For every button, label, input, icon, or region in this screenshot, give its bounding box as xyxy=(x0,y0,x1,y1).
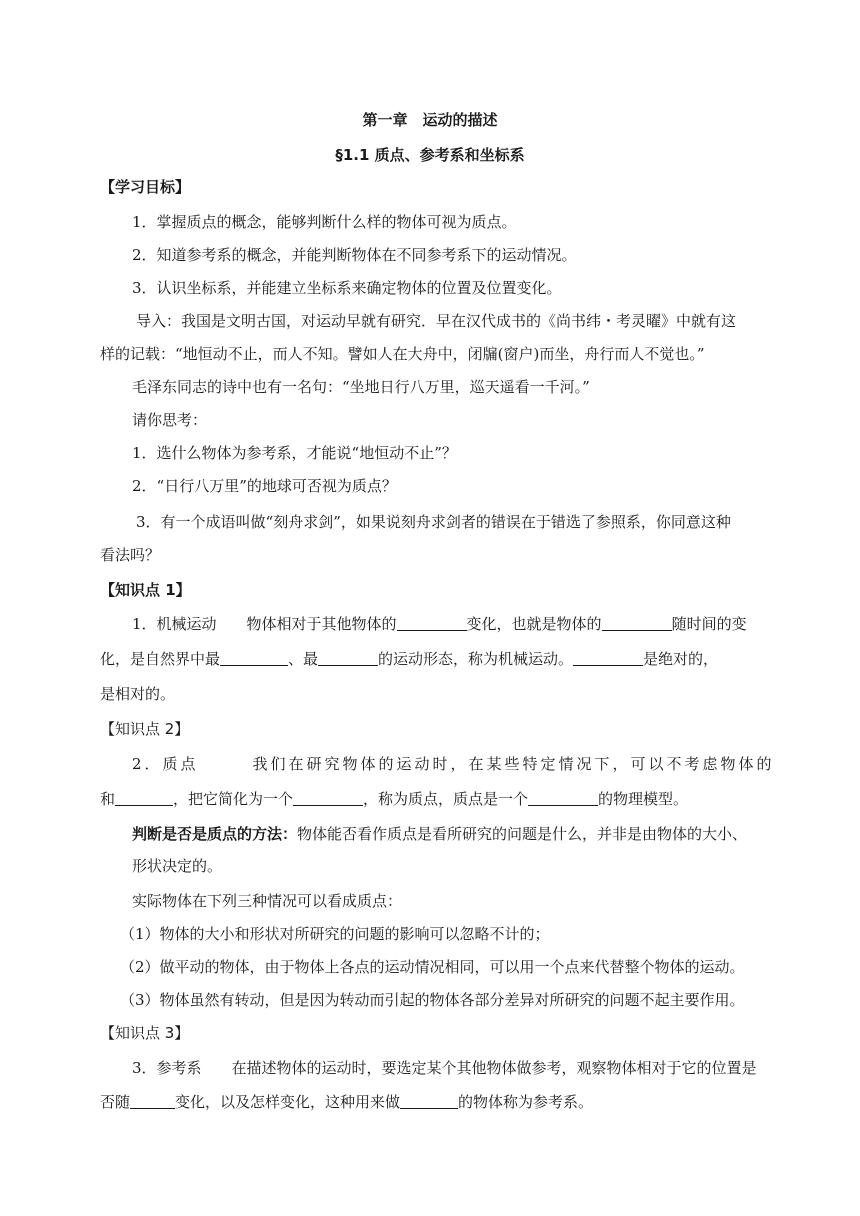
objective-item: 1．掌握质点的概念，能够判断什么样的物体可视为质点。 xyxy=(132,213,517,231)
method-label: 判断是否是质点的方法： xyxy=(132,825,298,843)
fill-blank[interactable] xyxy=(293,791,363,806)
method-paragraph-continuation: 形状决定的。 xyxy=(132,857,223,875)
question-item: 1．选什么物体为参考系，才能说“地恒动不止”？ xyxy=(132,444,457,462)
fill-blank[interactable] xyxy=(318,651,378,666)
knowledge-point-3-header: 【知识点 3】 xyxy=(100,1024,190,1042)
fill-blank[interactable] xyxy=(602,616,672,631)
fill-blank[interactable] xyxy=(397,616,467,631)
question-item: 3．有一个成语叫做“刻舟求剑”，如果说刻舟求剑者的错误在于错选了参照系，你同意这种 xyxy=(136,513,731,531)
knowledge-point-1-line: 化，是自然界中最 、最 的运动形态，称为机械运动。 是绝对的， xyxy=(100,650,719,668)
question-item: 2．“日行八万里”的地球可否视为质点？ xyxy=(132,477,397,495)
case-item: （2）做平动的物体，由于物体上各点的运动情况相同，可以用一个点来代替整个物体的运动。 xyxy=(120,958,745,976)
intro-paragraph-line: 样的记载：“地恒动不止，而人不知。譬如人在大舟中，闭牖(窗户)而坐，舟行而人不觉也。” xyxy=(100,345,705,363)
cases-intro: 实际物体在下列三种情况可以看成质点： xyxy=(132,892,403,910)
think-prompt: 请你思考： xyxy=(132,411,208,429)
chapter-title: 第一章 运动的描述 xyxy=(362,111,498,129)
knowledge-point-1-line: 1．机械运动 物体相对于其他物体的 变化，也就是物体的 随时间的变 xyxy=(132,615,747,633)
fill-blank[interactable] xyxy=(130,1094,175,1109)
knowledge-point-1-line: 是相对的。 xyxy=(100,685,176,703)
knowledge-point-2-header: 【知识点 2】 xyxy=(100,720,190,738)
question-item-continuation: 看法吗？ xyxy=(100,546,161,564)
knowledge-point-3-line: 3．参考系 在描述物体的运动时，要选定某个其他物体做参考，观察物体相对于它的位置是 xyxy=(132,1059,757,1077)
intro-poem-line: 毛泽东同志的诗中也有一名句：“坐地日行八万里，巡天遥看一千河。” xyxy=(132,378,590,396)
intro-paragraph-line: 导入：我国是文明古国，对运动早就有研究．早在汉代成书的《尚书纬・考灵曜》中就有这 xyxy=(136,312,737,330)
objective-item: 3．认识坐标系，并能建立坐标系来确定物体的位置及位置变化。 xyxy=(132,279,562,297)
knowledge-point-1-header: 【知识点 1】 xyxy=(100,581,191,599)
objectives-header: 【学习目标】 xyxy=(100,178,191,196)
knowledge-point-2-line: 和 ，把它简化为一个 ，称为质点，质点是一个 的物理模型。 xyxy=(100,790,689,808)
knowledge-point-3-line: 否随 变化，以及怎样变化，这种用来做 的物体称为参考系。 xyxy=(100,1093,594,1111)
case-item: （3）物体虽然有转动，但是因为转动而引起的物体各部分差异对所研究的问题不起主要作用。 xyxy=(120,991,745,1009)
fill-blank[interactable] xyxy=(220,651,288,666)
knowledge-point-2-line: 2．质点 我们在研究物体的运动时，在某些特定情况下，可以不考虑物体的 xyxy=(132,755,775,773)
case-item: （1）物体的大小和形状对所研究的问题的影响可以忽略不计的； xyxy=(120,925,550,943)
fill-blank[interactable] xyxy=(573,651,643,666)
fill-blank[interactable] xyxy=(528,791,598,806)
method-paragraph: 判断是否是质点的方法：物体能否看作质点是看所研究的问题是什么，并非是由物体的大小、 xyxy=(132,825,748,843)
section-title: §1.1 质点、参考系和坐标系 xyxy=(335,146,525,164)
fill-blank[interactable] xyxy=(115,791,173,806)
fill-blank[interactable] xyxy=(400,1094,458,1109)
objective-item: 2．知道参考系的概念，并能判断物体在不同参考系下的运动情况。 xyxy=(132,246,577,264)
